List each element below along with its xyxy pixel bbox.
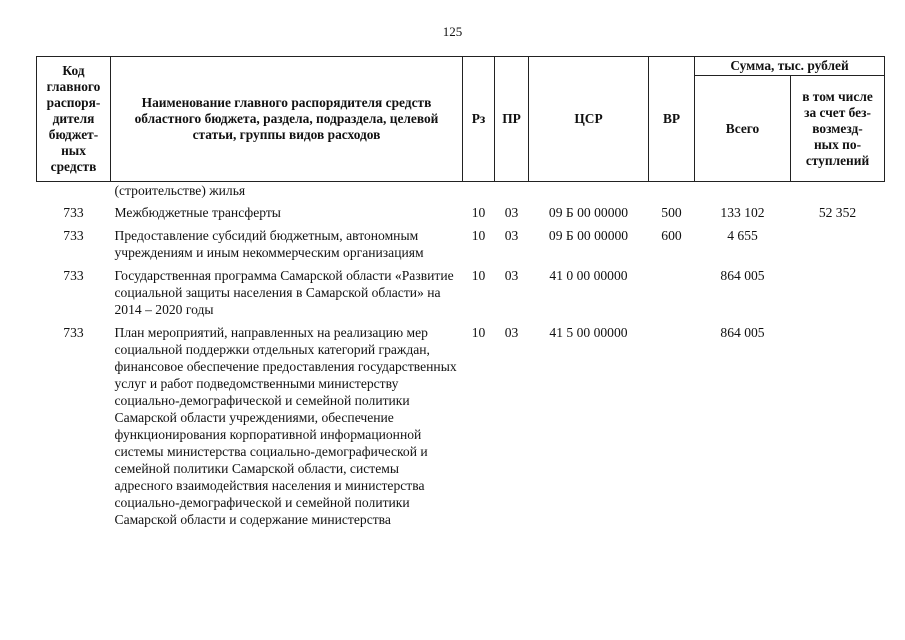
cell-grants bbox=[791, 227, 885, 267]
cell-csr: 09 Б 00 00000 bbox=[548, 228, 629, 243]
cell-code: 733 bbox=[63, 325, 84, 340]
cell-vr: 600 bbox=[661, 228, 682, 243]
table-row bbox=[37, 324, 885, 534]
cell-csr: 41 0 00 00000 bbox=[549, 268, 628, 283]
header-grants: в том числе за счет без- возмезд- ных по- ступлений bbox=[791, 76, 885, 182]
table-body bbox=[37, 182, 885, 535]
cell-name: Межбюджетные трансферты bbox=[114, 205, 281, 220]
budget-table bbox=[36, 56, 885, 534]
cell-rz: 10 bbox=[471, 325, 486, 340]
cell-grants bbox=[791, 267, 885, 324]
cell-rz: 10 bbox=[471, 205, 486, 220]
header-pr: ПР bbox=[495, 57, 529, 182]
cell-total: 4 655 bbox=[727, 228, 758, 243]
cell-code: 733 bbox=[63, 268, 84, 283]
cell-grants: 52 352 bbox=[818, 205, 857, 220]
header-code: Код главного распоря- дителя бюджет- ных средств bbox=[37, 57, 111, 182]
table-header bbox=[37, 57, 885, 182]
header-name: Наименование главного распорядителя средств областного бюджета, раздела, подраздела, целевой статьи, группы видов расходов bbox=[111, 57, 463, 182]
cell-total: 864 005 bbox=[720, 268, 765, 283]
cell-csr: 09 Б 00 00000 bbox=[548, 205, 629, 220]
cell-total: 133 102 bbox=[720, 205, 765, 220]
table-row bbox=[37, 227, 885, 267]
header-csr: ЦСР bbox=[529, 57, 649, 182]
cell-vr bbox=[649, 324, 695, 534]
cell-pr: 03 bbox=[504, 205, 519, 220]
cell-total: 864 005 bbox=[720, 325, 765, 340]
cell-code: 733 bbox=[63, 205, 84, 220]
table-row bbox=[37, 267, 885, 324]
table-row-continuation bbox=[37, 182, 885, 205]
cell-pr: 03 bbox=[504, 268, 519, 283]
cell-code: 733 bbox=[63, 228, 84, 243]
header-rz: Рз bbox=[463, 57, 495, 182]
cell-vr: 500 bbox=[661, 205, 682, 220]
cell-vr bbox=[649, 267, 695, 324]
cell-name: План мероприятий, направленных на реализацию мер социальной поддержки отдельных категорий граждан, финансовое обеспечение предоставления государственных услуг и работ подведомственными министерству социально-демографической и семейной политики Самарской области учреждениями, обеспечение функционирования корпоративной информационной системы министерства социально-демографической и семейной политики Самарской области, системы адресного взаимодействия населения и министерства социально-демографической и семейной политики Самарской области и содержание министерства bbox=[114, 325, 457, 527]
table-row bbox=[37, 204, 885, 227]
cell-name: Предоставление субсидий бюджетным, автономным учреждениям и иным некоммерческим организациям bbox=[114, 228, 424, 260]
cell-pr: 03 bbox=[504, 325, 519, 340]
cell-pr: 03 bbox=[504, 228, 519, 243]
cell-csr: 41 5 00 00000 bbox=[549, 325, 628, 340]
cell-rz: 10 bbox=[471, 228, 486, 243]
cell-grants bbox=[791, 324, 885, 534]
cell-name: Государственная программа Самарской области «Развитие социальной защиты населения в Самарской области» на 2014 – 2020 годы bbox=[114, 268, 454, 317]
header-vr: ВР bbox=[649, 57, 695, 182]
header-sum: Сумма, тыс. рублей bbox=[695, 57, 885, 76]
page-number: 125 bbox=[442, 24, 463, 39]
cell-rz: 10 bbox=[471, 268, 486, 283]
header-total: Всего bbox=[695, 76, 791, 182]
cell-name: (строительстве) жилья bbox=[114, 183, 246, 198]
